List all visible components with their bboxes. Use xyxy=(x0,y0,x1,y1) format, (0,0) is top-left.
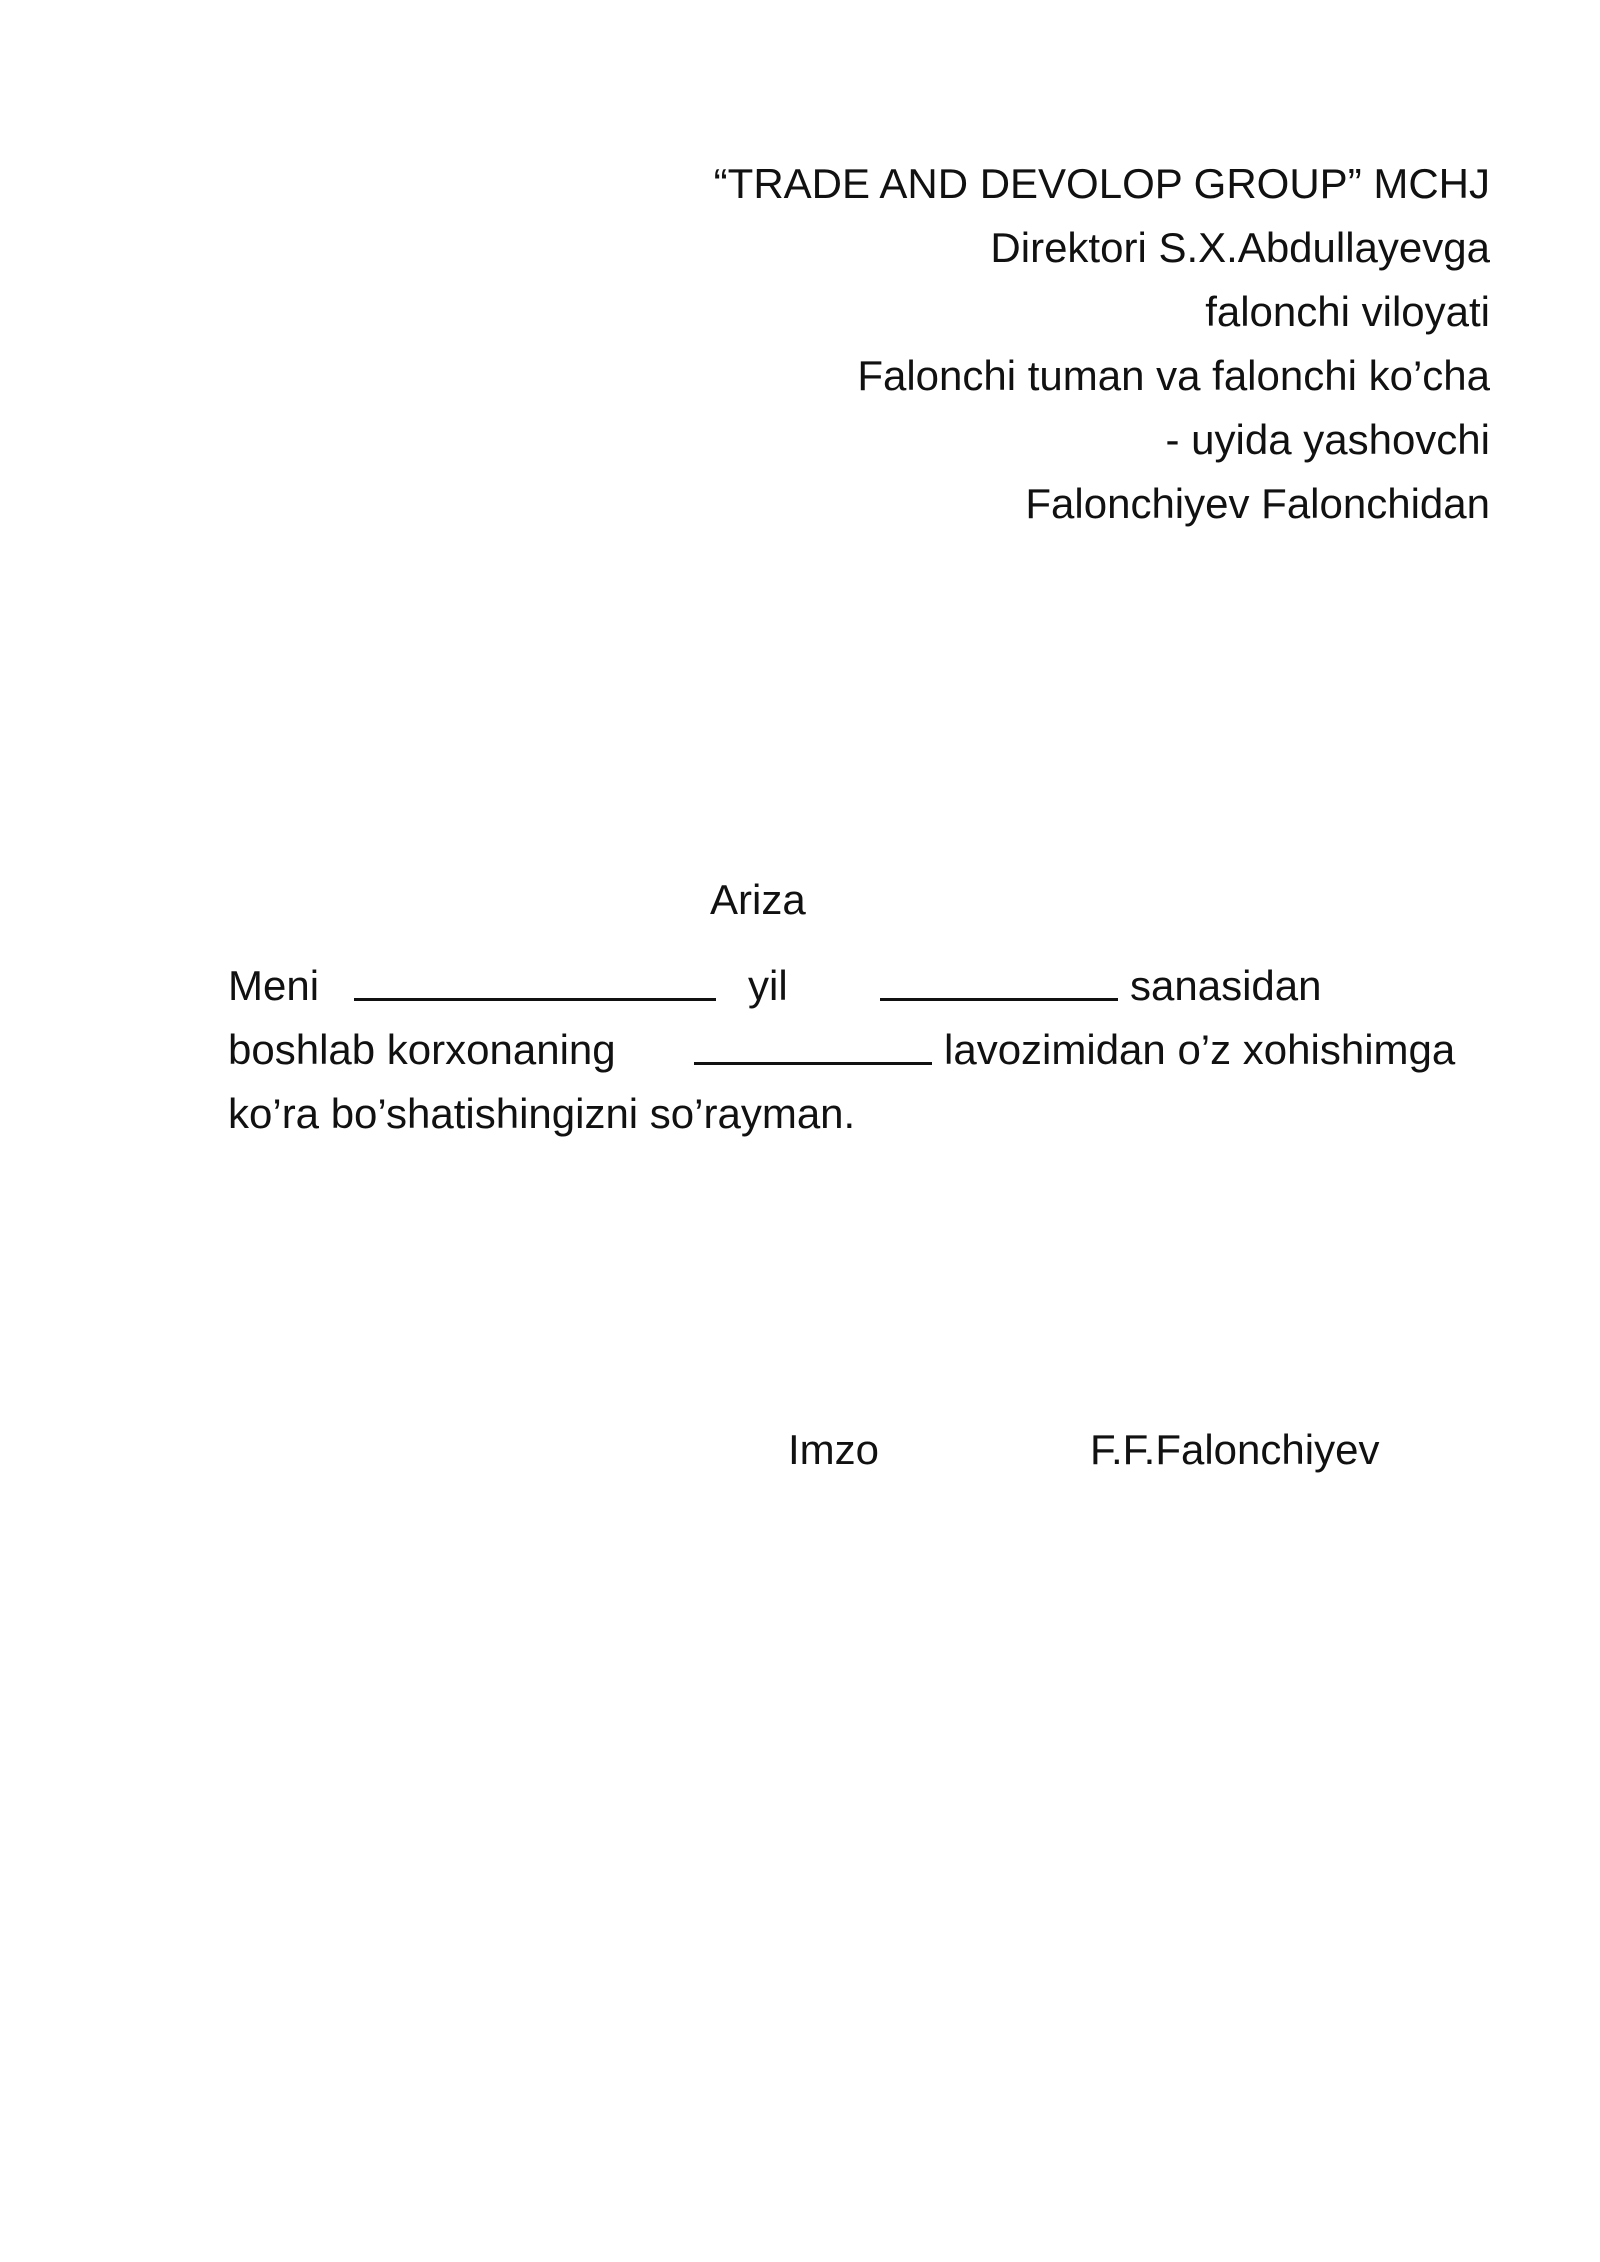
date-blank-field[interactable] xyxy=(880,954,1118,1001)
year-blank-field[interactable] xyxy=(354,954,716,1001)
body-word-meni: Meni xyxy=(228,962,320,1009)
body-line-2 xyxy=(228,1018,1488,1082)
signature-label: Imzo xyxy=(788,1426,880,1473)
addressee-sender: Falonchiyev Falonchidan xyxy=(1025,480,1490,527)
addressee-region: falonchi viloyati xyxy=(1205,288,1490,335)
body-closing-text: ko’ra bo’shatishingizni so’rayman. xyxy=(228,1090,856,1137)
body-line-1 xyxy=(228,954,1488,1018)
body-line-3 xyxy=(228,1082,1488,1146)
addressee-company: “TRADE AND DEVOLOP GROUP” MCHJ xyxy=(713,160,1490,207)
document-title: Ariza xyxy=(710,876,806,923)
addressee-district-street: Falonchi tuman va falonchi ko’cha xyxy=(857,352,1490,399)
body-word-sanasidan: sanasidan xyxy=(1130,962,1322,1009)
body-word-lavozimidan: lavozimidan o’z xohishimga xyxy=(944,1026,1456,1073)
signature-name: F.F.Falonchiyev xyxy=(1090,1426,1380,1473)
application-body xyxy=(228,954,1488,1146)
addressee-block xyxy=(590,152,1490,536)
addressee-director: Direktori S.X.Abdullayevga xyxy=(990,224,1490,271)
body-word-yil: yil xyxy=(748,962,788,1009)
body-word-boshlab: boshlab korxonaning xyxy=(228,1026,616,1073)
addressee-house: - uyida yashovchi xyxy=(1165,416,1490,463)
position-blank-field[interactable] xyxy=(694,1018,932,1065)
